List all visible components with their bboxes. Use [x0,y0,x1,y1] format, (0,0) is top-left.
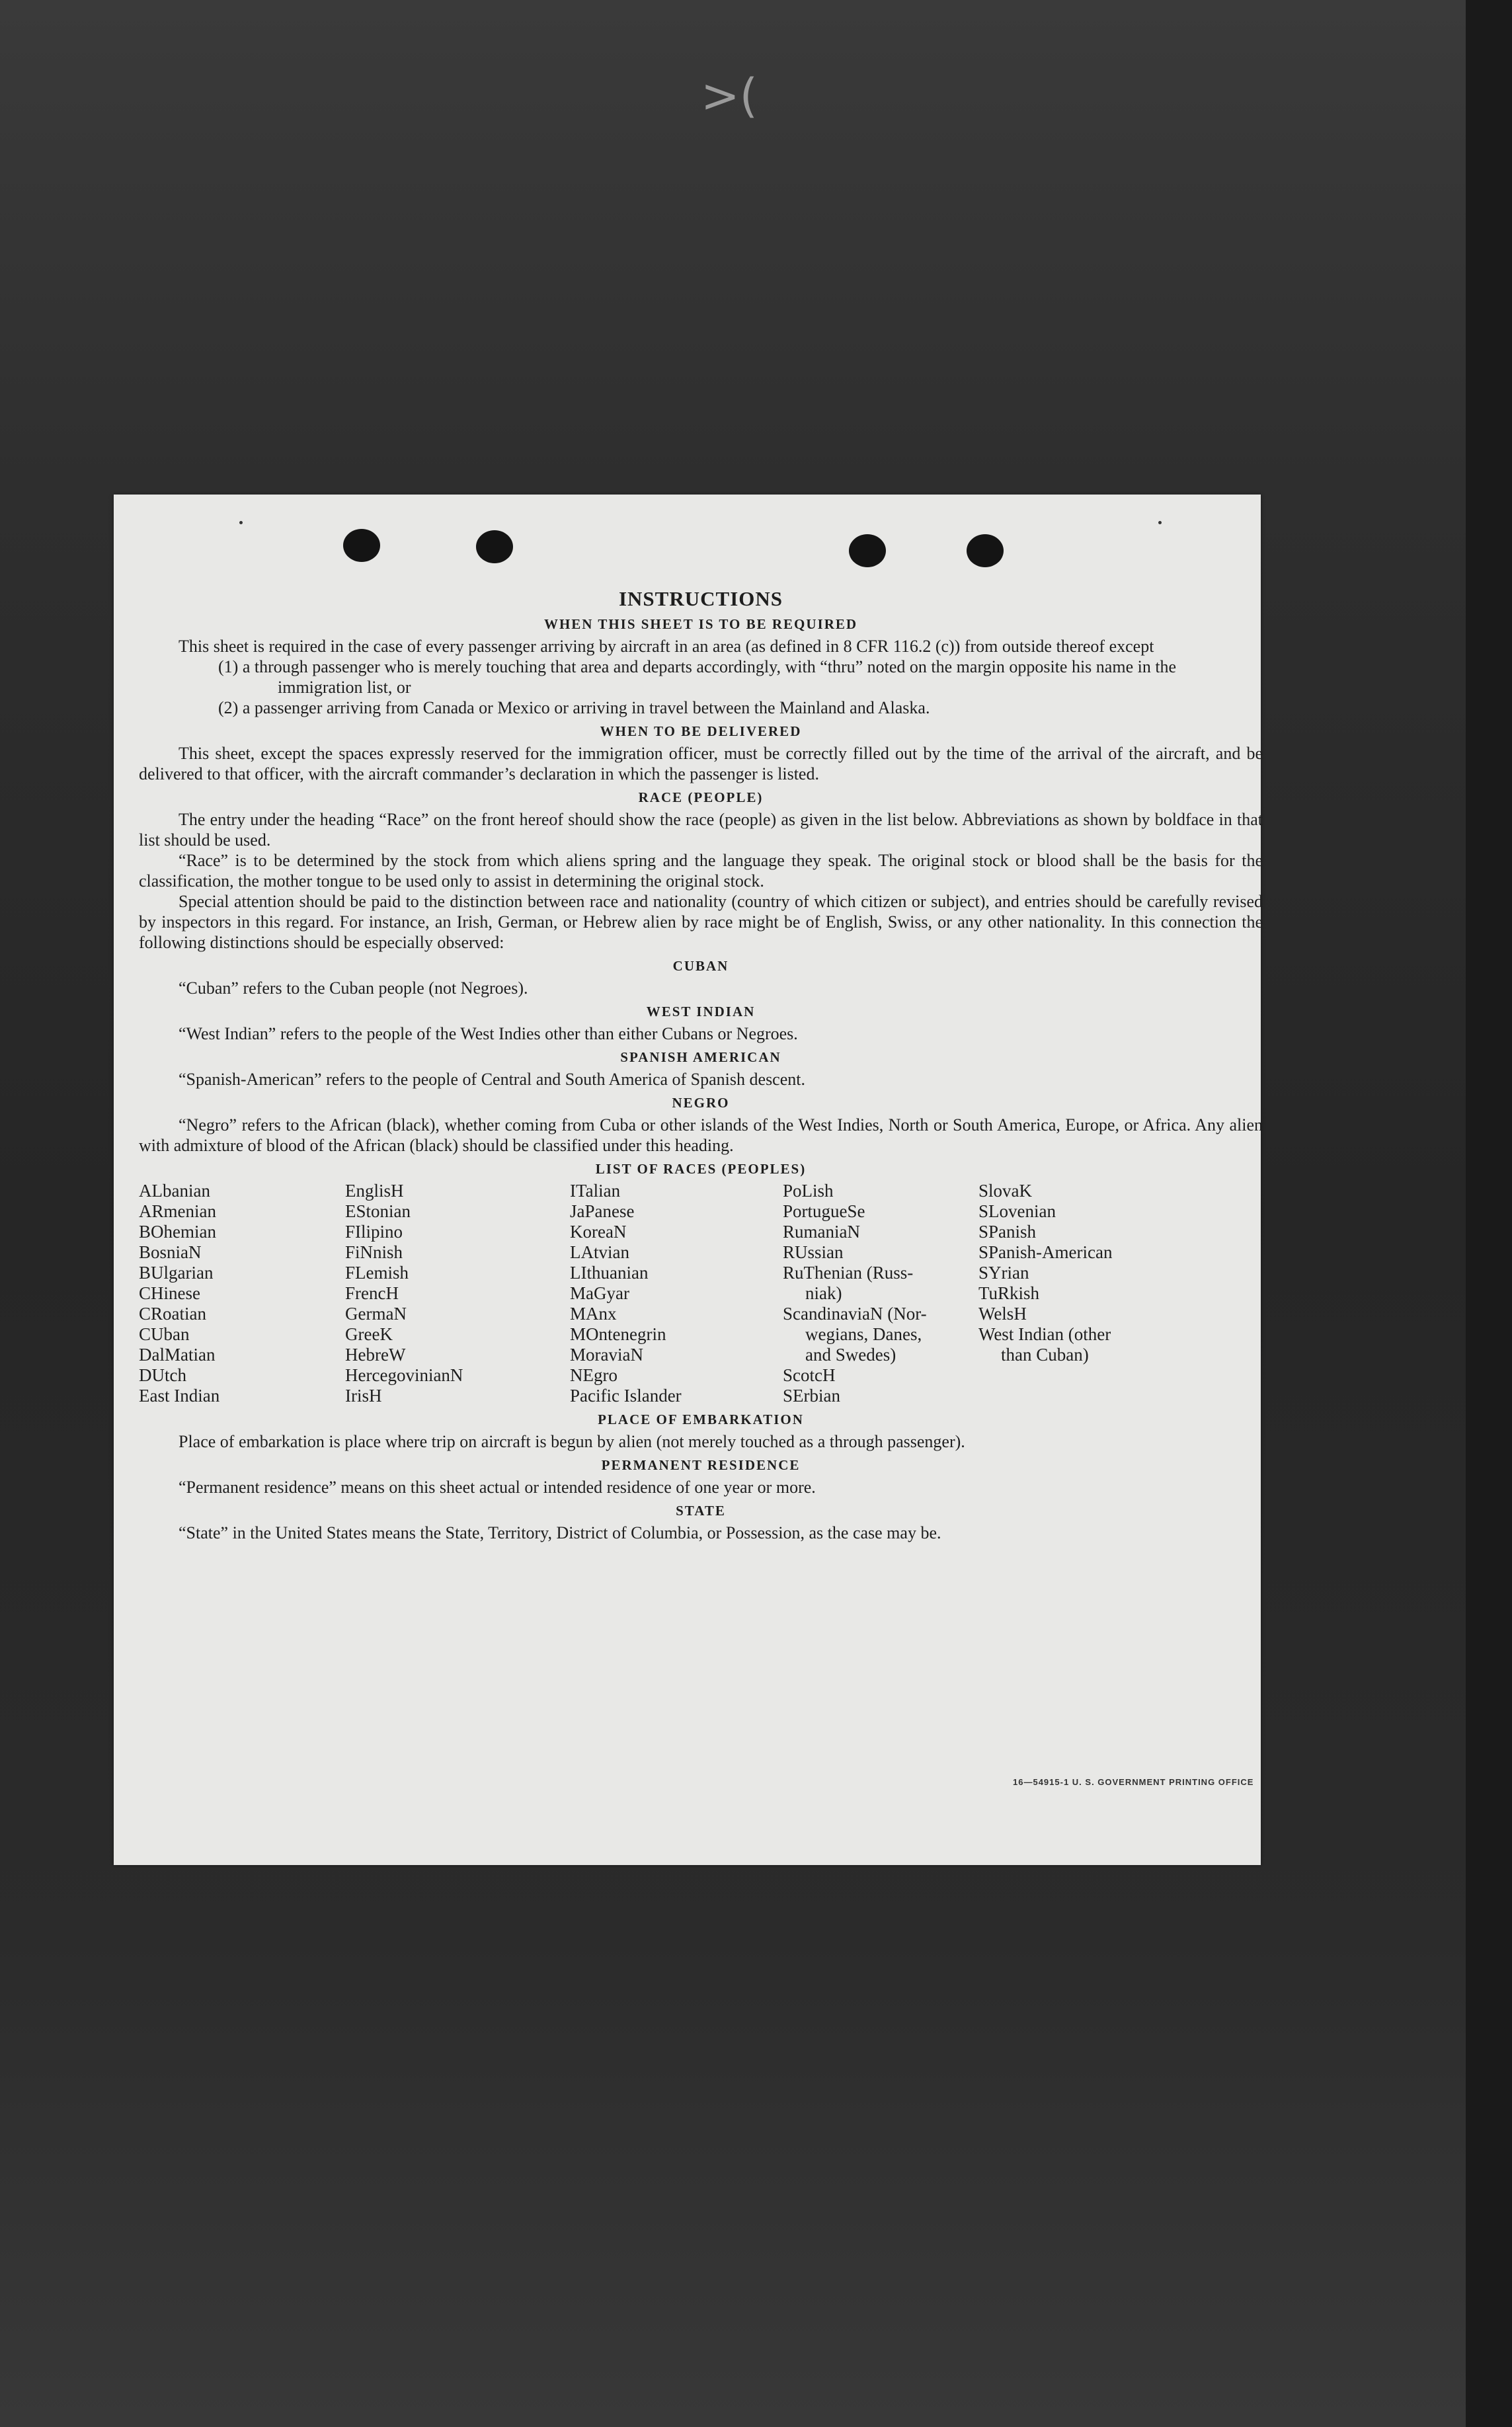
when-delivered-text: This sheet, except the spaces expressly reserved for the immigration officer, must be correctly filled out by the time of the arrival of the aircraft, and be delivered to that officer, with the aircraft commander’s declaration in which the passenger is listed. [139,744,1263,783]
heading-embarkation: PLACE OF EMBARKATION [598,1412,804,1427]
residence-text: “Permanent residence” means on this sheet actual or intended residence of one year or more. [179,1478,816,1497]
race-item: BOhemian [139,1222,216,1242]
race-column-3 [570,1181,783,1406]
race-item: ALbanian [139,1181,210,1201]
heading-negro: NEGRO [672,1095,730,1111]
instruction-sheet [114,495,1261,1865]
page-title: INSTRUCTIONS [618,587,783,610]
race-item: SPanish-American [978,1242,1113,1262]
race-item: RuThenian (Russ- [783,1263,914,1283]
race-item: West Indian (other [978,1324,1111,1344]
race-item: FiNnish [345,1242,403,1262]
race-item: ScotcH [783,1365,836,1385]
race-item: KoreaN [570,1222,627,1242]
race-item: CRoatian [139,1304,206,1324]
race-item: and Swedes) [805,1345,896,1365]
heading-cuban: CUBAN [672,958,729,974]
race-item: ITalian [570,1181,621,1201]
film-edge [1466,0,1512,2427]
race-item: BosniaN [139,1242,202,1262]
heading-when-required: WHEN THIS SHEET IS TO BE REQUIRED [543,616,858,632]
race-item: ARmenian [139,1201,216,1221]
race-item: CUban [139,1324,190,1344]
race-item: LIthuanian [570,1263,649,1283]
race-item: DalMatian [139,1345,216,1365]
punch-hole [476,530,513,563]
race-item: TuRkish [978,1283,1040,1303]
race-item: SErbian [783,1386,840,1406]
heading-permanent-residence: PERMANENT RESIDENCE [601,1457,801,1473]
heading-race: RACE (PEOPLE) [638,789,764,805]
race-item: SLovenian [978,1201,1056,1221]
race-item: FrencH [345,1283,399,1303]
race-item: NEgro [570,1365,617,1385]
race-item: Pacific Islander [570,1386,682,1406]
heading-list-of-races: LIST OF RACES (PEOPLES) [595,1161,807,1177]
race-item: FIlipino [345,1222,403,1242]
race-item: SYrian [978,1263,1029,1283]
race-column-5 [978,1181,1197,1406]
race-item: EStonian [345,1201,411,1221]
when-required-item-1: (1) a through passenger who is merely touching that area and departs accordingly, with “thru” noted on the margin opposite his name in the immigration list, or [218,657,1177,697]
race-item: DUtch [139,1365,186,1385]
race-item: BUlgarian [139,1263,214,1283]
race-item: RUssian [783,1242,844,1262]
race-item: PoLish [783,1181,834,1201]
race-item: IrisH [345,1386,382,1406]
race-item: SPanish [978,1222,1037,1242]
race-item: East Indian [139,1386,220,1406]
race-item: niak) [805,1283,842,1303]
race-item: LAtvian [570,1242,629,1262]
punch-hole [967,534,1004,567]
race-item: GreeK [345,1324,393,1344]
embarkation-text: Place of embarkation is place where trip on aircraft is begun by alien (not merely touched as a through passenger). [179,1432,965,1451]
state-text: “State” in the United States means the State, Territory, District of Columbia, or Possession, as the case may be. [179,1523,941,1542]
speck [239,521,243,524]
heading-when-delivered: WHEN TO BE DELIVERED [600,723,802,739]
race-item: GermaN [345,1304,407,1324]
race-item: MOntenegrin [570,1324,666,1344]
race-list [139,1181,1263,1406]
race-item: WelsH [978,1304,1027,1324]
race-item: HebreW [345,1345,406,1365]
race-paragraph-2: “Race” is to be determined by the stock from which aliens spring and the language they speak. The original stock or blood shall be the basis for the classification, the mother tongue to be used only to assist in determining the original stock. [139,851,1263,891]
heading-state: STATE [676,1503,726,1519]
race-column-2 [345,1181,570,1406]
film-scratch-mark: >( [701,69,758,123]
race-item: EnglisH [345,1181,404,1201]
punch-hole [343,529,380,562]
race-paragraph-3: Special attention should be paid to the distinction between race and nationality (country of which citizen or subject), and entries should be carefully revised by inspectors in this regard. For instance, an Irish, German, or Hebrew alien by race might be of English, Swiss, or any other nationality. In this connection the following distinctions should be especially observed: [139,892,1263,952]
sheet-content [139,587,1263,1543]
race-item: than Cuban) [1001,1345,1089,1365]
speck [1158,521,1162,524]
spanish-american-text: “Spanish-American” refers to the people of Central and South America of Spanish descent. [179,1070,805,1089]
race-item: HercegovinianN [345,1365,463,1385]
race-item: ScandinaviaN (Nor- [783,1304,927,1324]
race-item: FLemish [345,1263,409,1283]
when-required-item-2: (2) a passenger arriving from Canada or Mexico or arriving in travel between the Mainland and Alaska. [218,698,930,717]
race-item: SlovaK [978,1181,1032,1201]
negro-text: “Negro” refers to the African (black), whether coming from Cuba or other islands of the West Indies, North or South America, Europe, or Africa. Any alien with admixture of blood of the African (black) should be classified under this heading. [139,1115,1263,1155]
west-indian-text: “West Indian” refers to the people of the West Indies other than either Cubans or Negroes. [179,1024,798,1043]
race-item: MoraviaN [570,1345,643,1365]
race-paragraph-1: The entry under the heading “Race” on the front hereof should show the race (people) as given in the list below. Abbreviations as shown by boldface in that list should be used. [139,810,1263,850]
race-item: CHinese [139,1283,200,1303]
race-item: wegians, Danes, [805,1324,922,1344]
race-item: JaPanese [570,1201,635,1221]
heading-spanish-american: SPANISH AMERICAN [620,1049,781,1065]
heading-west-indian: WEST INDIAN [646,1004,756,1019]
cuban-text: “Cuban” refers to the Cuban people (not Negroes). [179,978,528,998]
race-column-4 [783,1181,978,1406]
race-item: MAnx [570,1304,617,1324]
race-item: RumaniaN [783,1222,860,1242]
race-column-1 [139,1181,345,1406]
race-item: MaGyar [570,1283,629,1303]
when-required-intro: This sheet is required in the case of every passenger arriving by aircraft in an area (as defined in 8 CFR 116.2 (c)) from outside thereof except [179,637,1154,656]
race-item: PortugueSe [783,1201,865,1221]
printing-office-code: 16—54915-1 U. S. GOVERNMENT PRINTING OFFICE [1013,1777,1254,1787]
punch-hole [849,534,886,567]
